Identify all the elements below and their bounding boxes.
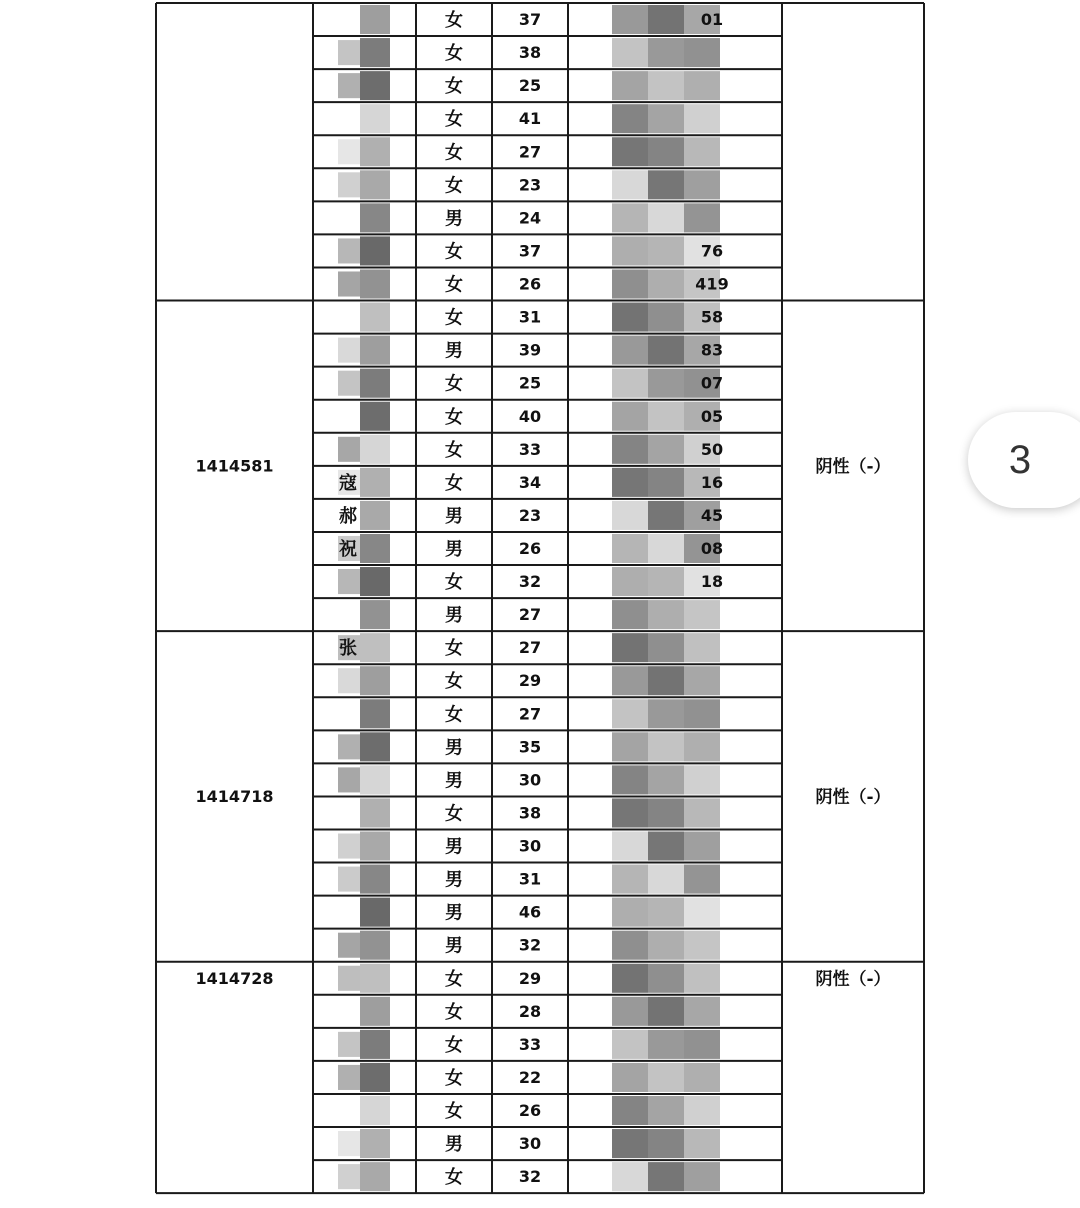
age-cell: 27	[518, 704, 542, 724]
id-mosaic	[684, 898, 720, 927]
id-tail-cell: 45	[700, 505, 724, 525]
name-mosaic	[360, 600, 390, 629]
name-mosaic	[360, 699, 390, 728]
age-cell: 37	[518, 10, 542, 30]
id-mosaic	[684, 666, 720, 695]
name-mosaic	[338, 73, 360, 98]
id-mosaic	[612, 336, 648, 365]
id-mosaic	[648, 203, 684, 232]
name-mosaic	[360, 137, 390, 166]
sex-cell: 男	[445, 505, 463, 527]
id-mosaic	[648, 699, 684, 728]
id-mosaic	[684, 1063, 720, 1092]
id-mosaic	[684, 832, 720, 861]
id-mosaic	[684, 600, 720, 629]
age-cell: 30	[518, 770, 542, 790]
age-cell: 29	[518, 968, 542, 988]
id-mosaic	[684, 865, 720, 894]
sex-cell: 女	[445, 406, 463, 428]
id-mosaic	[648, 732, 684, 761]
age-cell: 32	[518, 572, 542, 592]
id-mosaic	[648, 269, 684, 298]
id-mosaic	[684, 732, 720, 761]
age-cell: 41	[518, 109, 542, 129]
age-cell: 29	[518, 671, 542, 691]
id-mosaic	[612, 170, 648, 199]
id-mosaic	[648, 534, 684, 563]
id-mosaic	[612, 534, 648, 563]
age-cell: 31	[518, 869, 542, 889]
age-cell: 40	[518, 406, 542, 426]
id-mosaic	[648, 600, 684, 629]
id-tail-cell: 50	[700, 439, 724, 459]
age-cell: 26	[518, 538, 542, 558]
name-mosaic	[338, 172, 360, 197]
sex-cell: 女	[445, 175, 463, 197]
id-mosaic	[612, 633, 648, 662]
id-mosaic	[684, 931, 720, 960]
age-cell: 30	[518, 836, 542, 856]
sex-cell: 男	[445, 836, 463, 858]
id-mosaic	[612, 666, 648, 695]
name-mosaic	[338, 668, 360, 693]
name-mosaic	[338, 437, 360, 462]
name-cell: 郝	[339, 505, 357, 527]
age-cell: 32	[518, 935, 542, 955]
name-mosaic	[360, 1030, 390, 1059]
id-mosaic	[612, 1162, 648, 1191]
test-result-cell: 阴性（-）	[815, 456, 891, 477]
id-mosaic	[612, 269, 648, 298]
age-cell: 24	[518, 208, 542, 228]
name-mosaic	[360, 765, 390, 794]
name-mosaic	[360, 865, 390, 894]
name-mosaic	[360, 964, 390, 993]
sex-cell: 女	[445, 671, 463, 693]
name-mosaic	[338, 338, 360, 363]
name-mosaic	[360, 402, 390, 431]
id-mosaic	[648, 468, 684, 497]
id-mosaic	[612, 104, 648, 133]
sex-cell: 男	[445, 605, 463, 627]
name-mosaic	[360, 898, 390, 927]
id-tail-cell: 76	[700, 241, 724, 261]
sex-cell: 女	[445, 472, 463, 494]
name-mosaic	[338, 238, 360, 263]
name-mosaic	[338, 569, 360, 594]
name-mosaic	[360, 468, 390, 497]
id-tail-cell: 16	[700, 472, 724, 492]
id-mosaic	[684, 798, 720, 827]
id-mosaic	[612, 203, 648, 232]
sex-cell: 女	[445, 1067, 463, 1089]
name-mosaic	[338, 734, 360, 759]
age-cell: 38	[518, 803, 542, 823]
name-mosaic	[360, 303, 390, 332]
sex-cell: 女	[445, 76, 463, 98]
name-mosaic	[338, 767, 360, 792]
name-mosaic	[360, 832, 390, 861]
id-mosaic	[612, 732, 648, 761]
age-cell: 38	[518, 43, 542, 63]
name-mosaic	[360, 567, 390, 596]
sex-cell: 女	[445, 274, 463, 296]
name-mosaic	[360, 336, 390, 365]
id-mosaic	[648, 1096, 684, 1125]
id-tail-cell: 08	[700, 538, 724, 558]
age-cell: 35	[518, 737, 542, 757]
id-mosaic	[612, 435, 648, 464]
age-cell: 23	[518, 175, 542, 195]
age-cell: 33	[518, 439, 542, 459]
sex-cell: 女	[445, 704, 463, 726]
sex-cell: 女	[445, 1101, 463, 1123]
age-cell: 32	[518, 1167, 542, 1187]
id-mosaic	[648, 1063, 684, 1092]
name-cell: 祝	[339, 538, 357, 560]
age-cell: 46	[518, 902, 542, 922]
sex-cell: 女	[445, 638, 463, 660]
id-mosaic	[648, 567, 684, 596]
sex-cell: 男	[445, 902, 463, 924]
sex-cell: 女	[445, 803, 463, 825]
name-mosaic	[360, 203, 390, 232]
age-cell: 25	[518, 373, 542, 393]
id-mosaic	[648, 435, 684, 464]
id-mosaic	[648, 898, 684, 927]
id-mosaic	[648, 865, 684, 894]
age-cell: 39	[518, 340, 542, 360]
name-mosaic	[338, 1164, 360, 1189]
id-mosaic	[612, 5, 648, 34]
age-cell: 22	[518, 1067, 542, 1087]
id-mosaic	[684, 699, 720, 728]
age-cell: 27	[518, 142, 542, 162]
sex-cell: 女	[445, 241, 463, 263]
sex-cell: 男	[445, 737, 463, 759]
name-mosaic	[338, 371, 360, 396]
name-mosaic	[360, 170, 390, 199]
id-mosaic	[648, 38, 684, 67]
name-mosaic	[338, 271, 360, 296]
age-cell: 25	[518, 76, 542, 96]
sex-cell: 女	[445, 109, 463, 131]
id-mosaic	[684, 170, 720, 199]
name-mosaic	[360, 501, 390, 530]
age-cell: 34	[518, 472, 542, 492]
name-mosaic	[360, 1129, 390, 1158]
name-mosaic	[360, 1096, 390, 1125]
name-mosaic	[338, 966, 360, 991]
id-mosaic	[684, 203, 720, 232]
age-cell: 23	[518, 505, 542, 525]
id-mosaic	[648, 336, 684, 365]
id-mosaic	[612, 303, 648, 332]
age-cell: 31	[518, 307, 542, 327]
id-mosaic	[684, 997, 720, 1026]
name-mosaic	[360, 104, 390, 133]
id-mosaic	[684, 633, 720, 662]
id-mosaic	[648, 832, 684, 861]
id-tail-cell: 58	[700, 307, 724, 327]
id-mosaic	[612, 931, 648, 960]
id-mosaic	[612, 1030, 648, 1059]
test-result-cell: 阴性（-）	[815, 969, 891, 990]
sex-cell: 女	[445, 1034, 463, 1056]
name-mosaic	[360, 931, 390, 960]
id-mosaic	[612, 1063, 648, 1092]
name-mosaic	[360, 269, 390, 298]
id-mosaic	[684, 137, 720, 166]
id-mosaic	[684, 964, 720, 993]
id-mosaic	[612, 236, 648, 265]
name-mosaic	[360, 369, 390, 398]
sex-cell: 女	[445, 43, 463, 65]
id-mosaic	[612, 402, 648, 431]
name-mosaic	[360, 666, 390, 695]
age-cell: 33	[518, 1034, 542, 1054]
sex-cell: 女	[445, 307, 463, 329]
id-mosaic	[684, 1030, 720, 1059]
id-tail-cell: 18	[700, 572, 724, 592]
sex-cell: 男	[445, 538, 463, 560]
name-cell: 寇	[339, 472, 357, 494]
id-mosaic	[612, 865, 648, 894]
id-mosaic	[612, 964, 648, 993]
age-cell: 26	[518, 1101, 542, 1121]
sex-cell: 男	[445, 340, 463, 362]
id-mosaic	[648, 765, 684, 794]
name-mosaic	[338, 1065, 360, 1090]
name-mosaic	[338, 1131, 360, 1156]
id-mosaic	[612, 567, 648, 596]
id-mosaic	[612, 501, 648, 530]
id-mosaic	[684, 1129, 720, 1158]
name-mosaic	[338, 139, 360, 164]
id-mosaic	[612, 1096, 648, 1125]
page-number-badge[interactable]	[968, 412, 1080, 508]
name-mosaic	[338, 1032, 360, 1057]
id-mosaic	[648, 501, 684, 530]
id-mosaic	[648, 170, 684, 199]
sex-cell: 男	[445, 770, 463, 792]
id-mosaic	[648, 104, 684, 133]
sex-cell: 男	[445, 935, 463, 957]
id-mosaic	[648, 997, 684, 1026]
id-mosaic	[648, 71, 684, 100]
name-mosaic	[360, 997, 390, 1026]
age-cell: 27	[518, 605, 542, 625]
id-mosaic	[684, 1096, 720, 1125]
name-mosaic	[338, 933, 360, 958]
id-mosaic	[648, 798, 684, 827]
name-mosaic	[360, 534, 390, 563]
sex-cell: 女	[445, 1167, 463, 1189]
id-mosaic	[612, 832, 648, 861]
id-mosaic	[612, 600, 648, 629]
name-mosaic	[360, 71, 390, 100]
id-mosaic	[684, 38, 720, 67]
id-mosaic	[648, 5, 684, 34]
name-mosaic	[360, 1162, 390, 1191]
age-cell: 37	[518, 241, 542, 261]
name-mosaic	[360, 732, 390, 761]
id-mosaic	[612, 699, 648, 728]
id-mosaic	[684, 71, 720, 100]
id-tail-cell: 01	[700, 10, 724, 30]
age-cell: 28	[518, 1001, 542, 1021]
id-mosaic	[684, 765, 720, 794]
age-cell: 30	[518, 1134, 542, 1154]
id-mosaic	[648, 236, 684, 265]
id-mosaic	[648, 1162, 684, 1191]
id-mosaic	[612, 71, 648, 100]
id-mosaic	[612, 468, 648, 497]
id-mosaic	[648, 1030, 684, 1059]
sex-cell: 女	[445, 968, 463, 990]
name-mosaic	[360, 38, 390, 67]
name-mosaic	[360, 236, 390, 265]
id-mosaic	[648, 369, 684, 398]
sex-cell: 女	[445, 439, 463, 461]
id-mosaic	[612, 369, 648, 398]
id-mosaic	[612, 1129, 648, 1158]
id-mosaic	[684, 104, 720, 133]
sex-cell: 男	[445, 869, 463, 891]
sex-cell: 女	[445, 1001, 463, 1023]
id-tail-cell: 07	[700, 373, 724, 393]
id-mosaic	[612, 765, 648, 794]
sex-cell: 男	[445, 208, 463, 230]
name-mosaic	[338, 867, 360, 892]
id-mosaic	[648, 964, 684, 993]
sex-cell: 女	[445, 10, 463, 32]
test-result-cell: 阴性（-）	[815, 787, 891, 808]
name-mosaic	[360, 5, 390, 34]
age-cell: 27	[518, 638, 542, 658]
name-mosaic	[360, 633, 390, 662]
age-cell: 26	[518, 274, 542, 294]
batch-number-cell: 1414718	[195, 786, 274, 806]
id-mosaic	[684, 1162, 720, 1191]
name-cell: 张	[339, 638, 357, 660]
name-mosaic	[360, 1063, 390, 1092]
id-mosaic	[648, 633, 684, 662]
id-mosaic	[612, 898, 648, 927]
id-tail-cell: 05	[700, 406, 724, 426]
sex-cell: 女	[445, 142, 463, 164]
name-mosaic	[338, 834, 360, 859]
id-mosaic	[648, 303, 684, 332]
name-mosaic	[360, 435, 390, 464]
sex-cell: 女	[445, 572, 463, 594]
id-mosaic	[648, 931, 684, 960]
batch-number-cell: 1414581	[195, 456, 274, 476]
id-mosaic	[648, 402, 684, 431]
name-mosaic	[360, 798, 390, 827]
id-mosaic	[648, 666, 684, 695]
page-number: 3	[1008, 438, 1032, 482]
sex-cell: 男	[445, 1134, 463, 1156]
batch-number-cell: 1414728	[195, 968, 274, 988]
name-mosaic	[338, 40, 360, 65]
id-tail-cell: 419	[695, 274, 729, 294]
sex-cell: 女	[445, 373, 463, 395]
id-mosaic	[612, 798, 648, 827]
id-mosaic	[612, 137, 648, 166]
id-mosaic	[648, 1129, 684, 1158]
id-mosaic	[648, 137, 684, 166]
id-tail-cell: 83	[700, 340, 724, 360]
id-mosaic	[612, 38, 648, 67]
id-mosaic	[612, 997, 648, 1026]
